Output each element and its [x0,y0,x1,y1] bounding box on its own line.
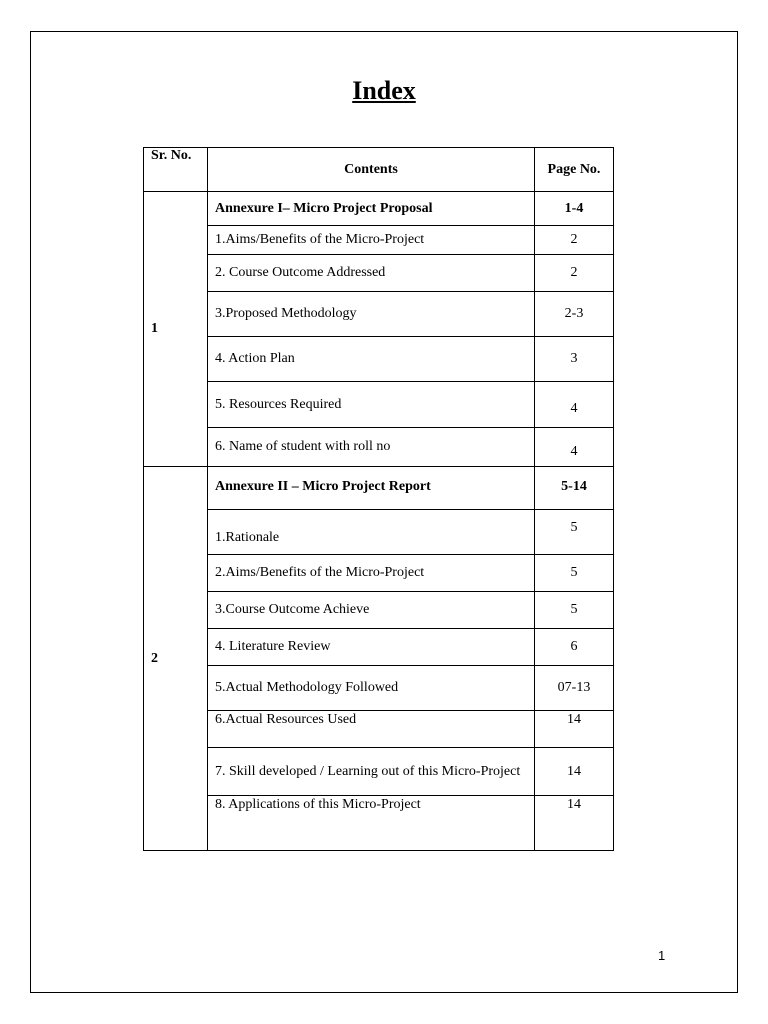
row-content: 1.Aims/Benefits of the Micro-Project [208,226,535,255]
section-heading: Annexure II – Micro Project Report [208,467,535,510]
table-row [144,428,614,467]
header-row [144,148,614,192]
row-page: 14 [535,711,614,748]
row-content: 8. Applications of this Micro-Project [208,796,535,851]
row-content: 5.Actual Methodology Followed [208,666,535,711]
row-page: 14 [535,748,614,796]
table-row [144,337,614,382]
table-row [144,382,614,428]
row-page: 2 [535,226,614,255]
row-page: 3 [535,337,614,382]
row-page: 2 [535,255,614,292]
row-page: 07-13 [535,666,614,711]
table-row [144,666,614,711]
row-page: 5 [535,592,614,629]
table-row [144,796,614,851]
table-row [144,748,614,796]
table-row [144,467,614,510]
row-content: 6. Name of student with roll no [208,428,535,467]
row-content: 4. Action Plan [208,337,535,382]
table-row [144,555,614,592]
header-page-no: Page No. [535,148,614,192]
row-content: 1.Rationale [208,510,535,555]
header-contents: Contents [208,148,535,192]
row-content: 3.Proposed Methodology [208,292,535,337]
row-content: 6.Actual Resources Used [208,711,535,748]
section-heading: Annexure I– Micro Project Proposal [208,192,535,226]
table-row [144,592,614,629]
section-number: 2 [144,467,208,851]
row-page: 4 [535,428,614,467]
table-row [144,629,614,666]
table-row [144,510,614,555]
row-page: 5 [535,510,614,555]
row-page: 6 [535,629,614,666]
row-content: 7. Skill developed / Learning out of this Micro-Project [208,748,535,796]
page-number: 1 [658,948,666,963]
row-page: 2-3 [535,292,614,337]
row-page: 5 [535,555,614,592]
row-content: 2.Aims/Benefits of the Micro-Project [208,555,535,592]
row-content: 5. Resources Required [208,382,535,428]
table-row [144,711,614,748]
section-number: 1 [144,192,208,467]
row-page: 4 [535,382,614,428]
page-title: Index [352,76,416,105]
index-table [143,147,614,851]
row-content: 3.Course Outcome Achieve [208,592,535,629]
row-content: 4. Literature Review [208,629,535,666]
table-row [144,292,614,337]
section-heading-page: 1-4 [535,192,614,226]
table-row [144,255,614,292]
header-sr-no: Sr. No. [144,148,208,192]
row-page: 14 [535,796,614,851]
table-row [144,226,614,255]
section-heading-page: 5-14 [535,467,614,510]
table-row [144,192,614,226]
row-content: 2. Course Outcome Addressed [208,255,535,292]
